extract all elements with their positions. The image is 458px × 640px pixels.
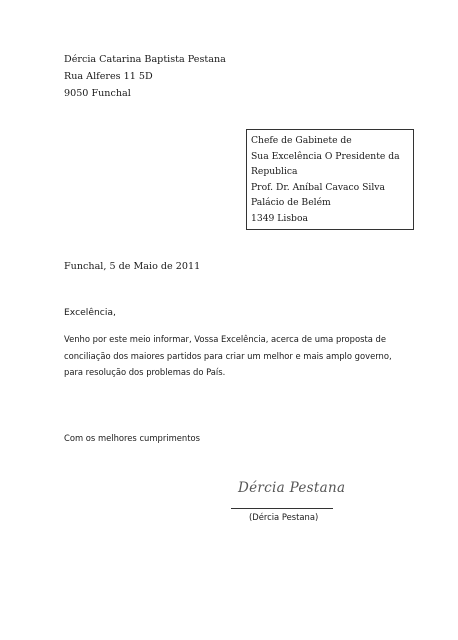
salutation: Excelência, [64,307,116,318]
closing-phrase: Com os melhores cumprimentos [64,433,200,443]
sender-name: Dércia Catarina Baptista Pestana [64,54,226,65]
body-line: Venho por este meio informar, Vossa Excelência, acerca de uma proposta de [64,334,387,344]
sender-street: Rua Alferes 11 5D [64,71,153,82]
sender-postal-city: 9050 Funchal [64,88,131,99]
place-and-date: Funchal, 5 de Maio de 2011 [64,261,201,272]
recipient-line: Chefe de Gabinete de [251,135,352,146]
recipient-line: Prof. Dr. Aníbal Cavaco Silva [251,181,385,193]
sender-address-block [64,51,226,102]
body-line: conciliação dos maiores partidos para criar um melhor e mais amplo governo, [64,350,392,361]
recipient-line: Republica [251,166,298,177]
printed-signatory-name: (Dércia Pestana) [249,512,319,522]
signature-line [231,508,333,509]
recipient-address-box [246,129,414,230]
handwritten-signature: Dércia Pestana [238,480,346,496]
recipient-line: Sua Excelência O Presidente da [251,150,400,162]
recipient-line: Palácio de Belém [251,197,331,208]
letter-body [64,331,404,381]
body-line: para resolução dos problemas do País. [64,367,226,377]
recipient-line: 1349 Lisboa [251,212,308,224]
